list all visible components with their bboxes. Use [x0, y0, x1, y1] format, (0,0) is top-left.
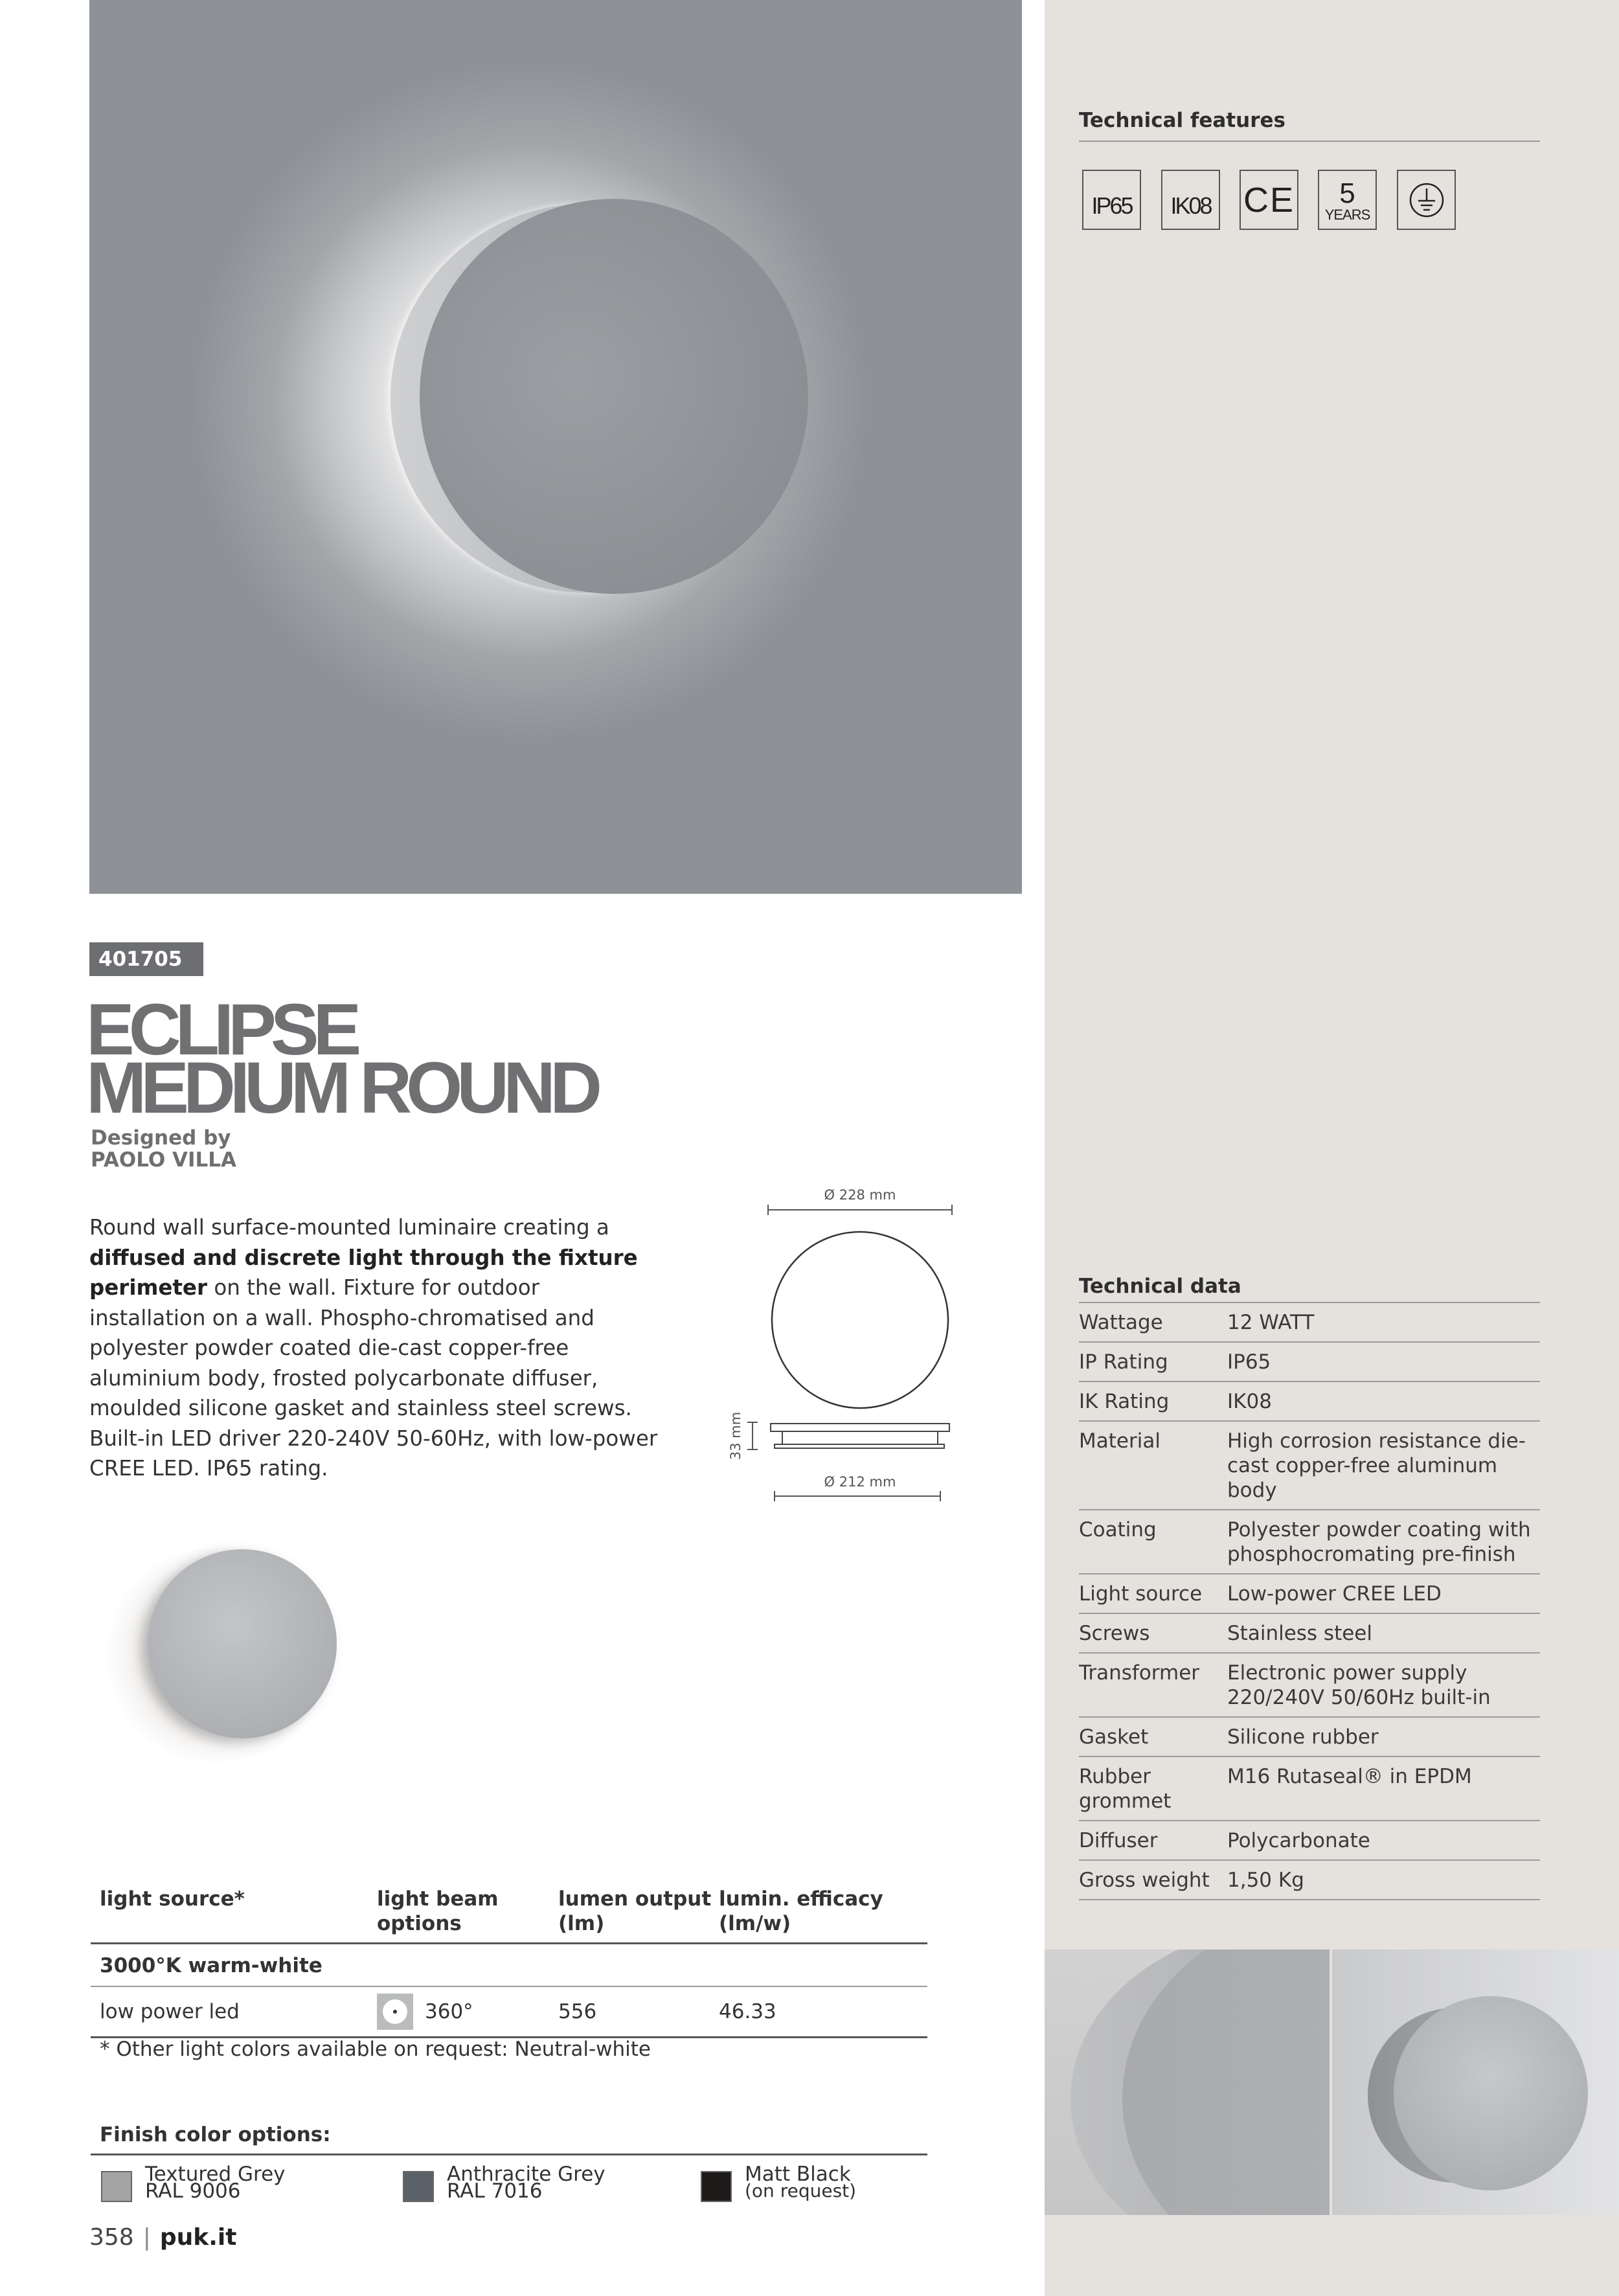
table-row: Wattage 12 WATT	[1079, 1303, 1540, 1343]
hero-product-photo	[89, 0, 1022, 894]
table-row: Gross weight 1,50 Kg	[1079, 1861, 1540, 1900]
depth-label: 33 mm	[728, 1411, 743, 1461]
table-row: IK Rating IK08	[1079, 1382, 1540, 1422]
product-description: Round wall surface-mounted luminaire creating a diffused and discrete light through the fixture perimeter on the wall. Fixture for outdoor installation on a wall. Phospho-chromatised and polyester powder coated die-cast copper-free aluminium body, frosted polycarbonate diffuser, moulded silicone gasket and stainless steel screws. Built-in LED driver 220-240V 50-60Hz, with low-power CREE LED. IP65 rating.	[89, 1215, 658, 1481]
ip65-icon: IP65	[1082, 170, 1141, 230]
table-row: Transformer Electronic power supply 220/240V 50/60Hz built-in	[1079, 1654, 1540, 1718]
technical-features-heading: Technical features	[1079, 109, 1285, 132]
table-row: Coating Polyester powder coating with phosphocromating pre-finish	[1079, 1510, 1540, 1574]
site-link[interactable]: puk.it	[159, 2224, 237, 2251]
finish-option-label: Matt Black (on request)	[745, 2163, 857, 2201]
divider	[1079, 141, 1540, 142]
swatch-textured-grey	[101, 2171, 132, 2202]
table-row: Diffuser Polycarbonate	[1079, 1821, 1540, 1861]
warranty-5-years-icon: 5 YEARS	[1318, 170, 1377, 230]
dimension-drawing	[719, 1179, 965, 1503]
diameter-top-label: Ø 228 mm	[824, 1187, 896, 1203]
detail-photo-edge	[1045, 1949, 1330, 2215]
product-title-line2: MEDIUM ROUND	[86, 1047, 596, 1128]
diameter-bottom-label: Ø 212 mm	[824, 1474, 896, 1490]
table-row: Gasket Silicone rubber	[1079, 1718, 1540, 1757]
ce-mark-icon: CE	[1240, 170, 1298, 230]
light-source-table	[91, 1878, 927, 2038]
finish-option-label: Anthracite Grey RAL 7016	[447, 2163, 606, 2203]
ik08-icon: IK08	[1161, 170, 1220, 230]
finish-option-label: Textured Grey RAL 9006	[145, 2163, 286, 2203]
table-row: IP Rating IP65	[1079, 1343, 1540, 1382]
swatch-anthracite-grey	[403, 2171, 434, 2202]
color-temperature-subheading: 3000°K warm-white	[91, 1944, 927, 1987]
table-row: Light source Low-power CREE LED	[1079, 1574, 1540, 1614]
product-title-line1: ECLIPSE	[86, 989, 356, 1070]
designer-credit: Designed by PAOLO VILLA	[91, 1126, 237, 1172]
table-row: low power led 360° 556 46.33	[91, 1987, 927, 2038]
technical-data-heading: Technical data	[1079, 1275, 1241, 1298]
swatch-matt-black	[701, 2171, 732, 2202]
technical-data-table	[1079, 1302, 1540, 1900]
product-code-badge: 401705	[89, 942, 203, 976]
beam-360-icon	[377, 1994, 413, 2030]
table-row: Rubber grommet M16 Rutaseal® in EPDM	[1079, 1757, 1540, 1821]
table-header-row: light source* light beam options lumen output (lm) lumin. efficacy (lm/w)	[91, 1878, 927, 1944]
detail-photo-angle	[1332, 1949, 1619, 2215]
finish-options-heading: Finish color options:	[100, 2123, 331, 2146]
divider	[91, 2154, 927, 2155]
product-thumbnail-photo	[97, 1522, 363, 1781]
table-row: Screws Stainless steel	[1079, 1614, 1540, 1654]
page-number: 358	[89, 2224, 134, 2251]
table-row: Material High corrosion resistance die-cast copper-free aluminum body	[1079, 1422, 1540, 1510]
page-footer: 358 | puk.it	[89, 2224, 237, 2251]
light-color-note: * Other light colors available on request: Neutral-white	[100, 2038, 651, 2061]
earth-ground-icon	[1397, 170, 1456, 230]
